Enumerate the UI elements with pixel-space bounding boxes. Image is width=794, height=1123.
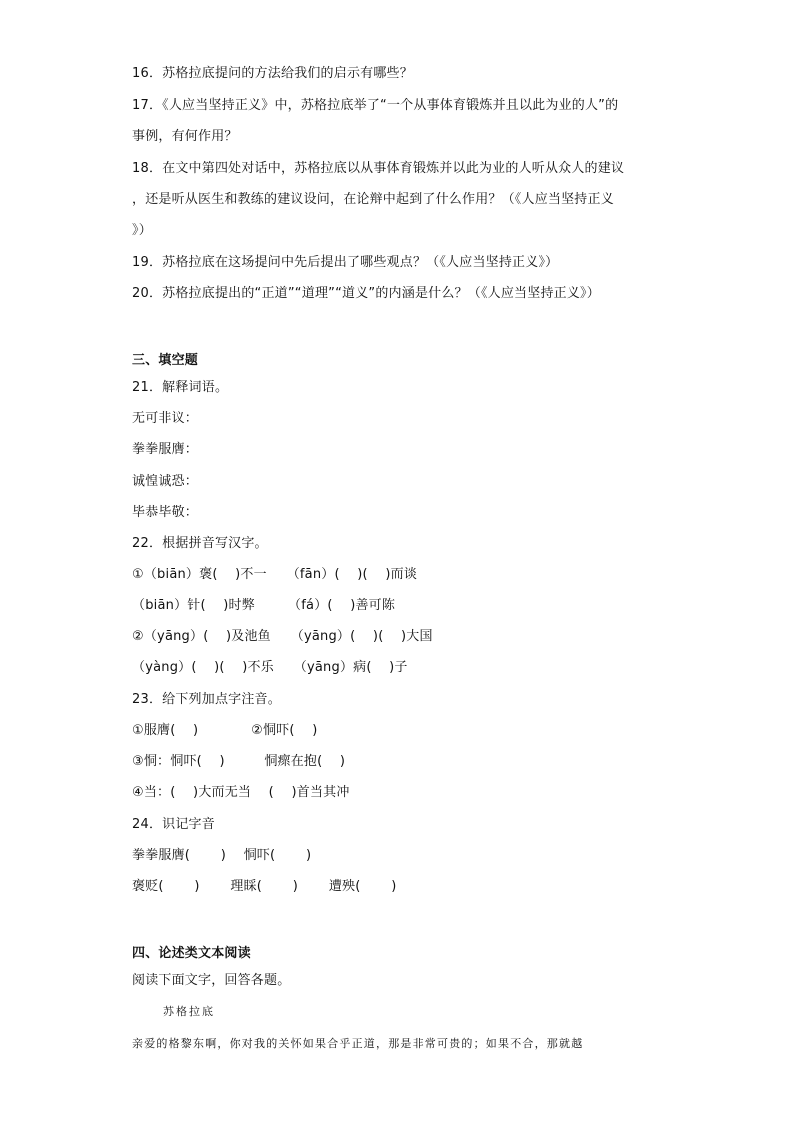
question-18-line-1: 18．在文中第四处对话中，苏格拉底以从事体育锻炼并以此为业的人听从众人的建议 [132, 161, 625, 176]
word-2: 拳拳服膺： [132, 442, 199, 457]
reading-intro: 阅读下面文字，回答各题。 [132, 973, 291, 988]
word-4: 毕恭毕敬： [132, 505, 199, 520]
question-16: 16．苏格拉底提问的方法给我们的启示有哪些？ [132, 66, 413, 81]
zhuyin-line-1: ①服膺( ) ②恫吓( ) [132, 723, 318, 738]
question-17-line-1: 17．《人应当坚持正义》中，苏格拉底举了“一个从事体育锻炼并且以此为业的人”的 [132, 98, 619, 113]
question-19: 19．苏格拉底在这场提问中先后提出了哪些观点？（《人应当坚持正义》） [132, 255, 559, 270]
word-1: 无可非议： [132, 411, 199, 426]
question-18-line-2: ，还是听从医生和教练的建议设问，在论辩中起到了什么作用？（《人应当坚持正义 [132, 192, 614, 207]
question-18-line-3: 》） [132, 223, 152, 238]
word-3: 诚惶诚恐： [132, 474, 199, 489]
pronunciation-line-1: 拳拳服膺( ) 恫吓( ) [132, 848, 312, 863]
section-3-heading: 三、填空题 [132, 353, 199, 368]
zhuyin-line-3: ④当：( )大而无当 ( )首当其冲 [132, 785, 350, 800]
pinyin-line-1: ①（biān）褒( )不一 （fān）( )( )而谈 [132, 567, 418, 582]
question-23: 23．给下列加点字注音。 [132, 692, 281, 707]
section-4-heading: 四、论述类文本阅读 [132, 946, 251, 961]
passage-title: 苏格拉底 [163, 1005, 215, 1018]
question-24: 24．识记字音 [132, 817, 215, 832]
question-20: 20．苏格拉底提出的“正道”“道理”“道义”的内涵是什么？（《人应当坚持正义》） [132, 286, 600, 301]
pronunciation-line-2: 褒贬( ) 理睬( ) 遭殃( ) [132, 879, 397, 894]
pinyin-line-4: （yàng）( )( )不乐 （yāng）病( )子 [132, 660, 408, 675]
pinyin-line-3: ②（yāng）( )及池鱼 （yāng）( )( )大国 [132, 629, 433, 644]
question-17-line-2: 事例，有何作用？ [132, 129, 238, 144]
question-21: 21．解释词语。 [132, 380, 229, 395]
pinyin-line-2: （biān）针( )时弊 （fá）( )善可陈 [132, 598, 396, 613]
passage-body: 亲爱的格黎东啊，你对我的关怀如果合乎正道，那是非常可贵的；如果不合，那就越 [132, 1037, 584, 1050]
question-22: 22．根据拼音写汉字。 [132, 536, 268, 551]
zhuyin-line-2: ③恫：恫吓( ) 恫瘝在抱( ) [132, 754, 346, 769]
